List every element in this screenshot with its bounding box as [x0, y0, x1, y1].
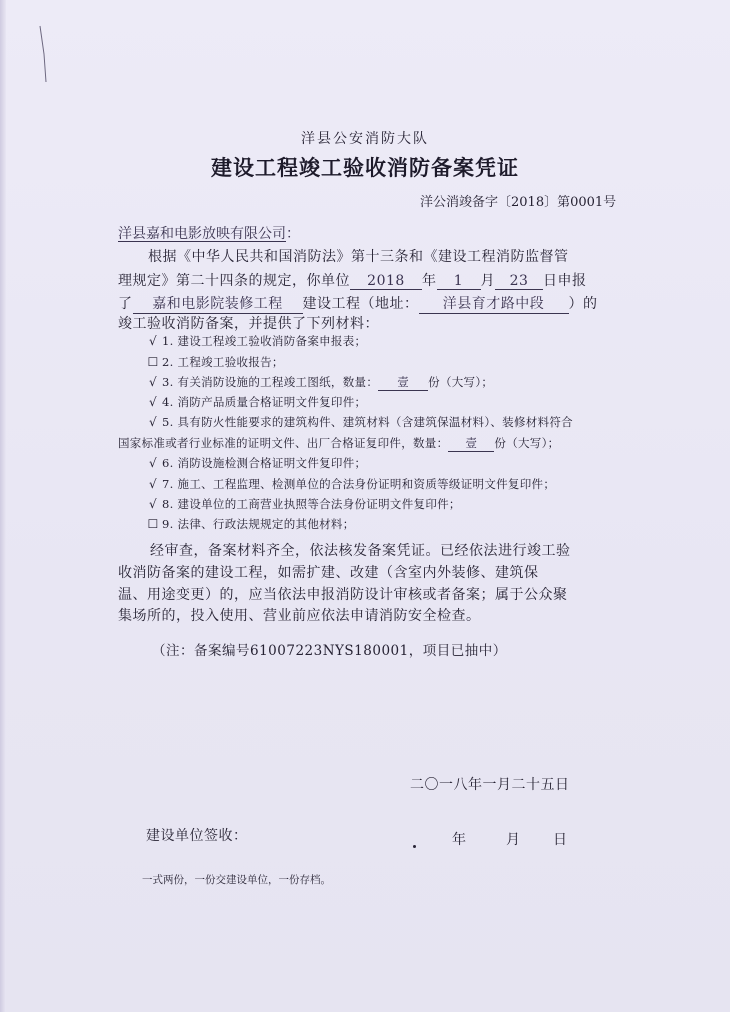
- check-mark-icon: √: [149, 477, 157, 491]
- drawing-quantity: 壹: [378, 374, 428, 391]
- material-item-9: [144, 516, 355, 532]
- check-mark-icon: √: [149, 497, 157, 511]
- intro-line-2-text: 理规定》第二十四条的规定，你单位: [118, 273, 350, 289]
- check-mark-icon: √: [149, 334, 157, 348]
- material-item-3: [144, 374, 493, 391]
- material-item-8: [144, 496, 461, 512]
- sign-day-unit: 日: [553, 832, 568, 848]
- material-item-5-continuation: [118, 435, 559, 452]
- scan-artifact-mark: [38, 24, 48, 84]
- material-item-6: [144, 455, 366, 471]
- material-item-2: [144, 354, 284, 370]
- certificate-quantity: 壹: [448, 435, 494, 452]
- empty-checkbox-icon: ☐: [147, 517, 159, 531]
- apply-year: 2018: [350, 273, 422, 290]
- check-mark-icon: √: [149, 415, 157, 429]
- intro-line-3: [118, 293, 598, 314]
- recipient-name: 洋县嘉和电影放映有限公司: [118, 226, 286, 242]
- material-item-1: [144, 333, 366, 349]
- material-item-4: [144, 394, 366, 410]
- material-item-text: 2. 工程竣工验收报告；: [162, 355, 284, 369]
- intro-line-3-mid: 建设工程（地址：: [302, 296, 419, 312]
- project-name: 嘉和电影院装修工程: [133, 293, 303, 314]
- apply-day: 23: [495, 273, 543, 290]
- project-address: 洋县育才路中段: [419, 293, 569, 314]
- material-item-text: 4. 消防产品质量合格证明文件复印件；: [162, 395, 367, 409]
- intro-line-3-end: ）的: [568, 296, 598, 312]
- month-unit: 月: [480, 273, 495, 289]
- material-item-text: 6. 消防设施检测合格证明文件复印件；: [162, 456, 367, 470]
- material-item-text: 1. 建设工程竣工验收消防备案申报表；: [162, 334, 367, 348]
- check-mark-icon: √: [149, 395, 157, 409]
- issue-date: 二〇一八年一月二十五日: [410, 777, 570, 793]
- intro-line-2: [118, 270, 587, 290]
- sign-month-unit: 月: [506, 832, 521, 848]
- sign-year-unit: 年: [452, 832, 467, 848]
- footer-note: 一式两份，一份交建设单位，一份存档。: [142, 874, 331, 886]
- document-title: 建设工程竣工验收消防备案凭证: [211, 156, 519, 180]
- material-item-text-end: 份（大写）；: [494, 436, 560, 450]
- document-number: 洋公消竣备字〔2018〕第0001号: [420, 195, 617, 210]
- intro-line-4: 竣工验收消防备案，并提供了下列材料：: [118, 316, 379, 332]
- intro-line-3-prefix: 了: [118, 296, 133, 312]
- recipient: [118, 223, 300, 243]
- material-item-text: 7. 施工、工程监理、检测单位的合法身份证明和资质等级证明文件复印件；: [162, 477, 556, 491]
- material-item-text: 9. 法律、行政法规规定的其他材料；: [162, 517, 355, 531]
- day-unit: 日申报: [543, 273, 587, 289]
- ink-dot: [413, 845, 416, 848]
- issuing-organization: 洋县公安消防大队: [301, 131, 429, 147]
- empty-checkbox-icon: ☐: [147, 355, 159, 369]
- material-item-text: 3. 有关消防设施的工程竣工图纸，数量：: [162, 375, 379, 389]
- conclusion-line-4: 集场所的，投入使用、营业前应依法申请消防安全检查。: [118, 608, 481, 624]
- recipient-suffix: ：: [286, 226, 300, 242]
- conclusion-line-1: 经审查，备案材料齐全，依法核发备案凭证。已经依法进行竣工验: [150, 543, 571, 559]
- check-mark-icon: √: [149, 375, 157, 389]
- material-item-text: 8. 建设单位的工商营业执照等合法身份证明文件复印件；: [162, 497, 461, 511]
- material-item-text: 国家标准或者行业标准的证明文件、出厂合格证复印件，数量：: [118, 436, 449, 450]
- signature-label: 建设单位签收：: [146, 828, 248, 844]
- check-mark-icon: √: [149, 456, 157, 470]
- conclusion-line-3: 温、用途变更）的，应当依法申报消防设计审核或者备案；属于公众聚: [118, 587, 568, 603]
- material-item-text-end: 份（大写）；: [428, 375, 494, 389]
- note: （注：备案编号61007223NYS180001，项目已抽中）: [152, 643, 507, 659]
- year-unit: 年: [422, 273, 437, 289]
- material-item-7: [144, 476, 555, 492]
- material-item-5: [144, 414, 573, 430]
- intro-line-1: 根据《中华人民共和国消防法》第十三条和《建设工程消防监督管: [148, 249, 569, 265]
- material-item-text: 5. 具有防火性能要求的建筑构件、建筑材料（含建筑保温材料）、装修材料符合: [162, 415, 573, 429]
- conclusion-line-2: 收消防备案的建设工程，如需扩建、改建（含室内外装修、建筑保: [118, 565, 539, 581]
- apply-month: 1: [437, 273, 481, 290]
